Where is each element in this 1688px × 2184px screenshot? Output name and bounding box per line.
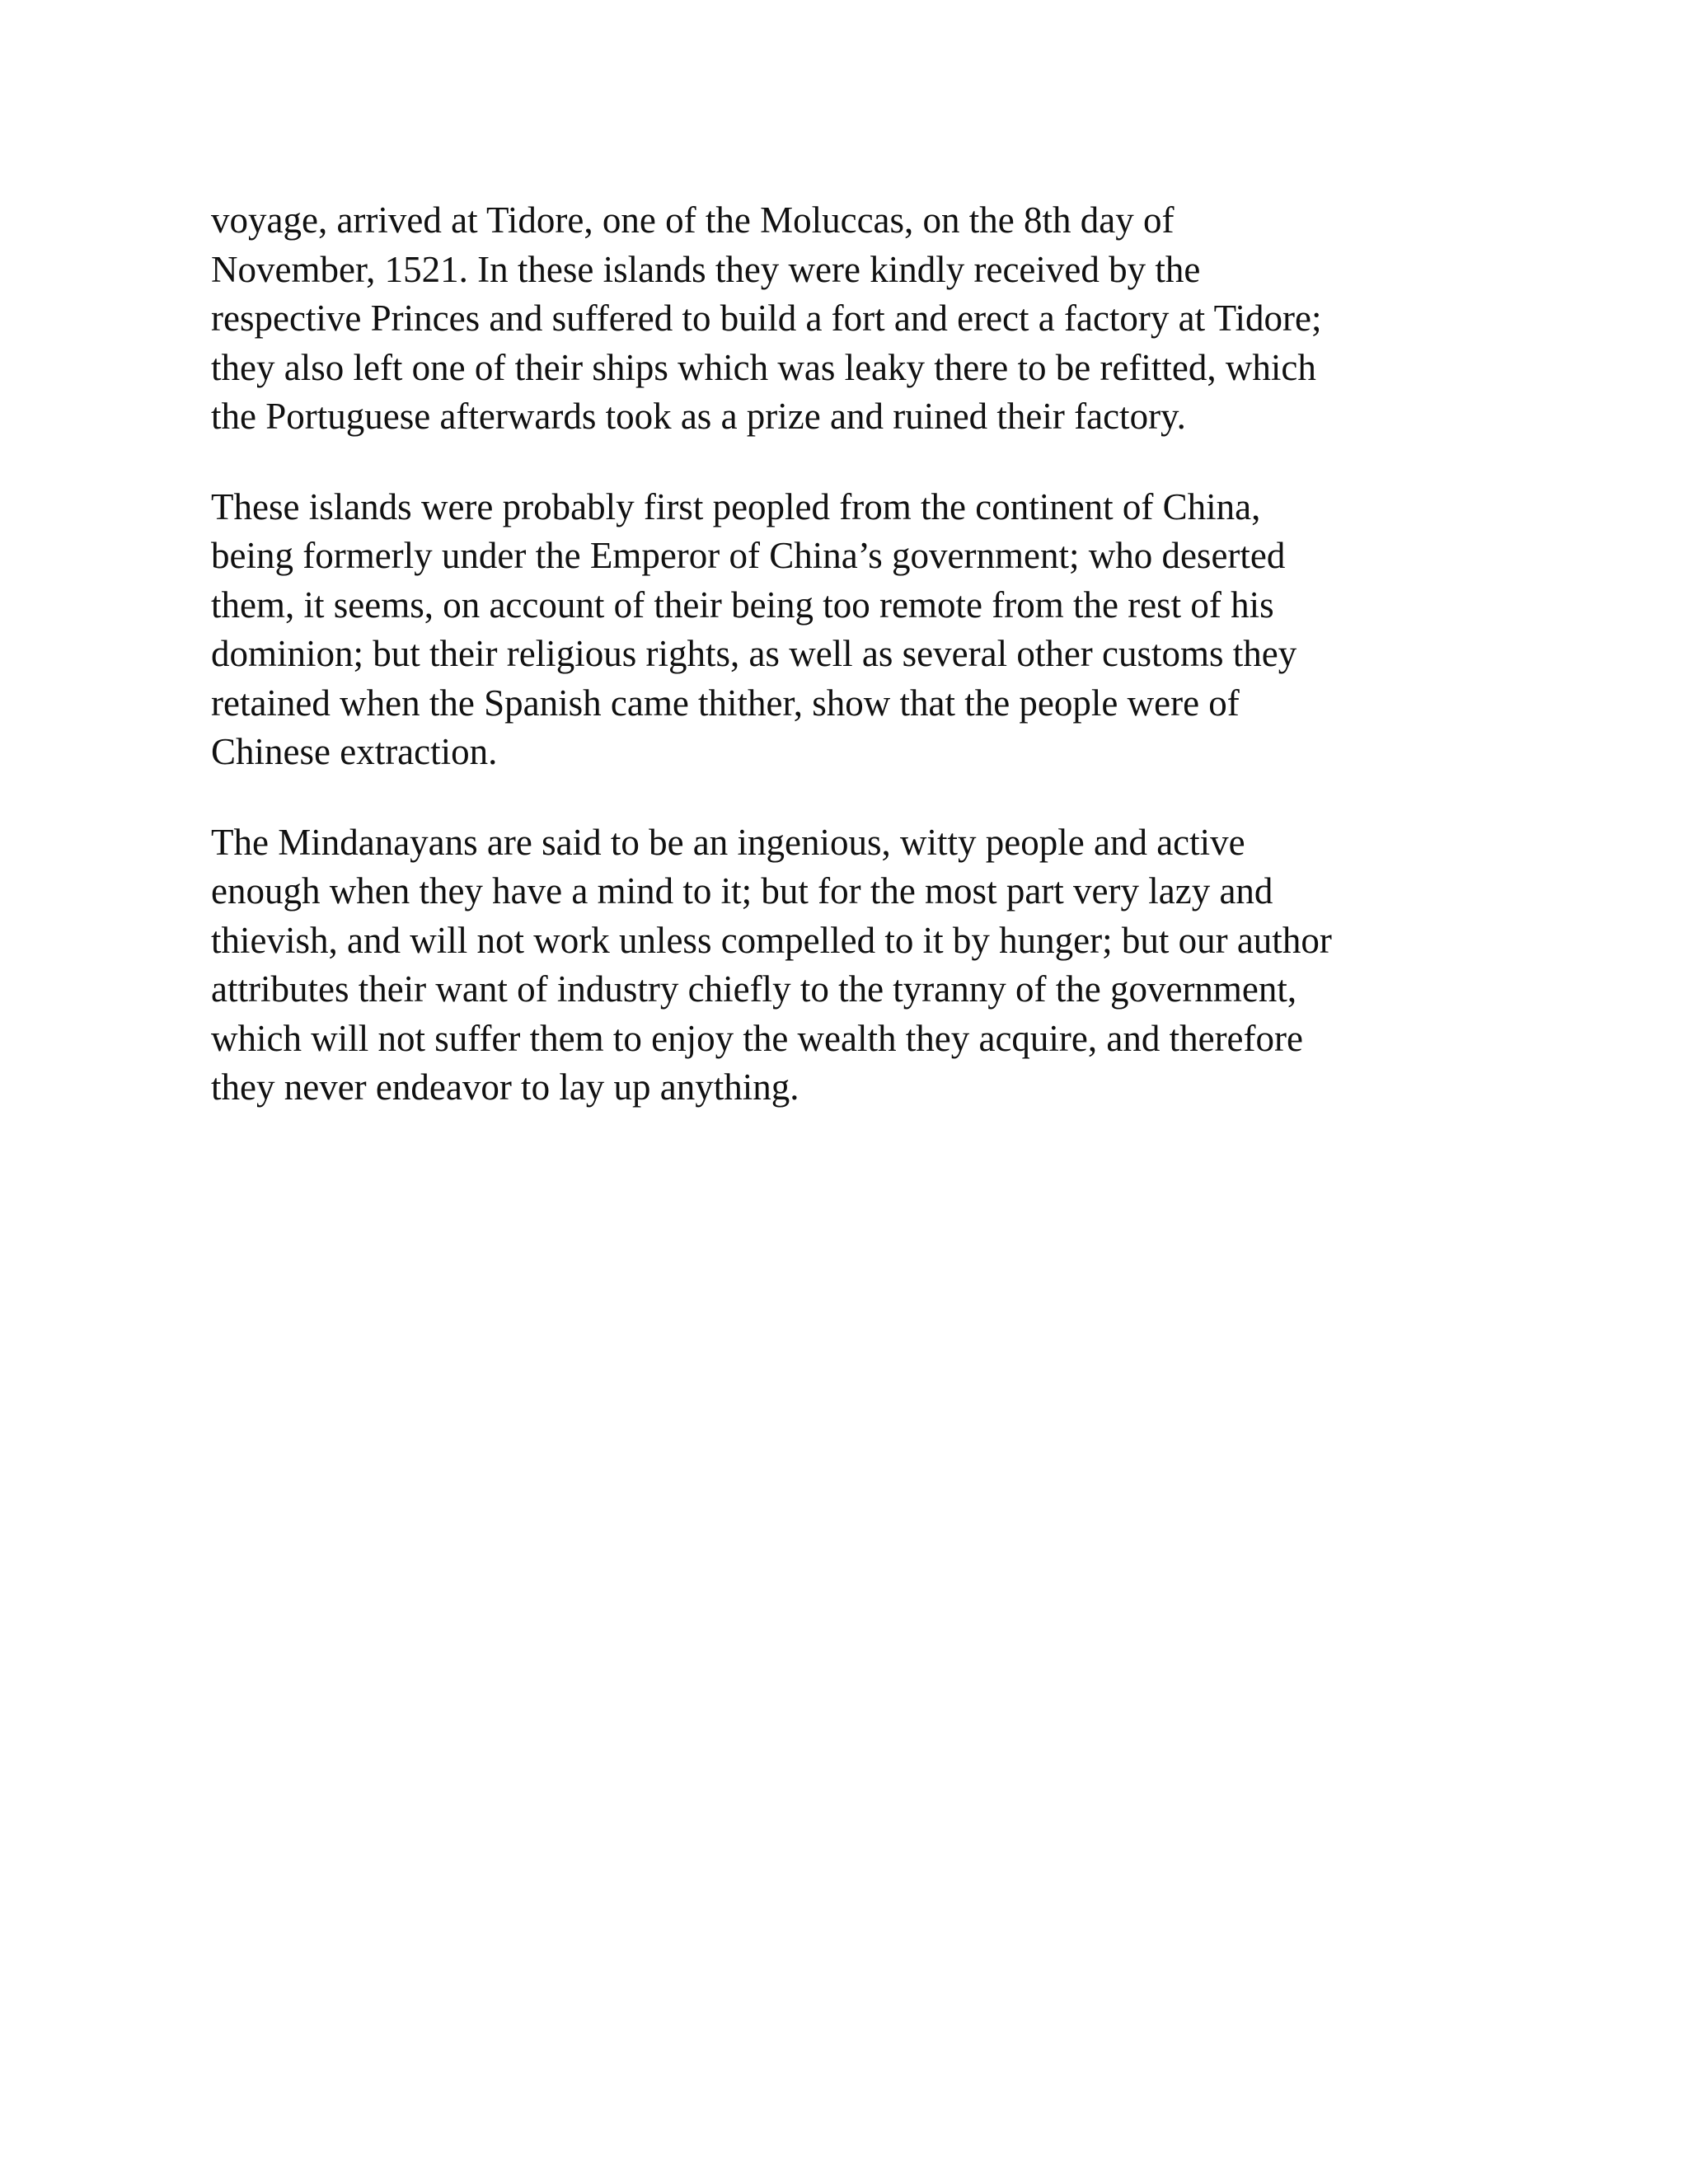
paragraph-3 (211, 818, 1480, 1113)
text-line: voyage, arrived at Tidore, one of the Moluccas, on the 8th day of (211, 199, 1175, 241)
text-line: they never endeavor to lay up anything. (211, 1066, 799, 1108)
text-line: dominion; but their religious rights, as well as several other customs they (211, 633, 1297, 674)
text-line: them, it seems, on account of their being too remote from the rest of his (211, 583, 1274, 626)
text-line: Chinese extraction. (211, 731, 498, 772)
text-line: the Portuguese afterwards took as a prize and ruined their factory. (211, 396, 1186, 437)
text-line: thievish, and will not work unless compelled to it by hunger; but our author (211, 919, 1332, 961)
text-line: attributes their want of industry chiefly to the tyranny of the government, (211, 968, 1297, 1010)
text-line: enough when they have a mind to it; but for the most part very lazy and (211, 870, 1273, 912)
text-line: which will not suffer them to enjoy the wealth they acquire, and therefore (211, 1017, 1303, 1059)
paragraph-1 (211, 196, 1480, 442)
text-line: The Mindanayans are said to be an ingenious, witty people and active (211, 821, 1245, 863)
text-line: respective Princes and suffered to build a fort and erect a factory at Tidore; (211, 298, 1322, 339)
text-line: being formerly under the Emperor of China’s government; who deserted (211, 535, 1286, 576)
paragraph-2 (211, 483, 1480, 777)
text-line: they also left one of their ships which was leaky there to be refitted, which (211, 346, 1316, 388)
text-line: These islands were probably first peopled from the continent of China, (211, 485, 1261, 527)
text-line: retained when the Spanish came thither, show that the people were of (211, 682, 1240, 724)
text-line: November, 1521. In these islands they were kindly received by the (211, 248, 1201, 290)
body-text (211, 196, 1480, 1113)
